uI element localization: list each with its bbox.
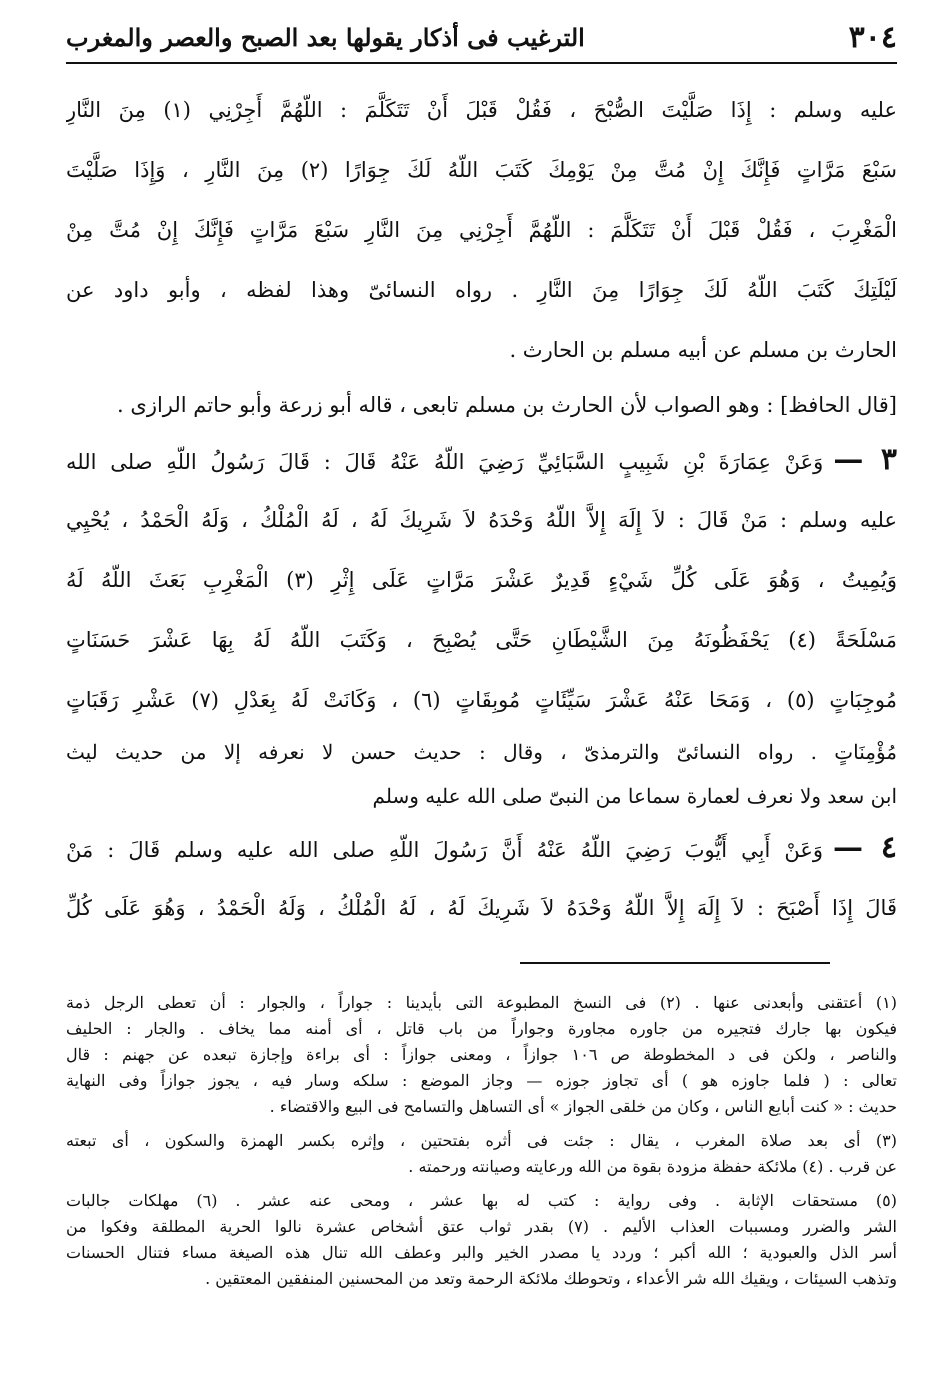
footnote-divider: [520, 962, 830, 964]
text-line: مَسْلَحَةً (٤) يَحْفَظُونَهُ مِنَ الشَّيْطَانِ حَتَّى يُصْبِحَ ، وَكَتَبَ اللّهُ لَهُ بِهَا عَشْرَ حَسَنَاتٍ: [66, 628, 897, 652]
paragraph-hadith-3: [66, 430, 897, 818]
text-line: مُؤْمِنَاتٍ . رواه النسائىّ والترمذىّ ، وقال : حديث حسن لا نعرفه إلا من حديث ليث: [66, 740, 897, 764]
footnote-line: (٣) أى بعد صلاة المغرب ، يقال : جئت فى أثره بفتحتين ، وإثره بكسر الهمزة والسكون ، أى تبعته: [66, 1131, 897, 1150]
hadith-number: ٣ —: [833, 442, 897, 477]
page-header: [66, 18, 897, 58]
footnotes: [66, 990, 897, 1350]
text-line: [قال الحافظ] : وهو الصواب لأن الحارث بن مسلم تابعى ، قاله أبو زرعة وأبو حاتم الرازى .: [117, 393, 897, 417]
footnote-line: (٥) مستحقات الإثابة . وفى رواية : كتب له بها عشر ، ومحى عنه عشر . (٦) مهلكات جالبات: [66, 1191, 897, 1210]
text-line-content: وَعَنْ عِمَارَةَ بْنِ شَبِيبٍ السَّبَائِيِّ رَضِيَ اللّهُ عَنْهُ قَالَ : قَالَ رَسُولُ اللّهِ صلى الله: [66, 450, 824, 474]
running-title: الترغيب فى أذكار يقولها بعد الصبح والعصر والمغرب: [66, 23, 585, 52]
text-line: الْمَغْرِبَ ، فَقُلْ قَبْلَ أَنْ تَتَكَلَّمَ : اللّهُمَّ أَجِرْنِي مِنَ النَّارِ سَبْعَ مَرَّاتٍ فَإِنَّكَ إِنْ مُتَّ مِنْ: [66, 218, 897, 242]
footnote-line: عن قرب . (٤) ملائكة حفظة مزودة بقوة من الله ورعايته وصيانته ورحمته .: [408, 1157, 897, 1176]
text-line: قَالَ إِذَا أَصْبَحَ : لاَ إِلَهَ إِلاَّ اللّهُ وَحْدَهُ لاَ شَرِيكَ لَهُ ، لَهُ الْمُلْكُ ، وَلَهُ الْحَمْدُ ، وَهُوَ عَلَى كُلِّ: [66, 896, 897, 920]
page-number: ٣٠٤: [848, 20, 897, 55]
paragraph-hadith-4: [66, 818, 897, 938]
text-line: عليه وسلم : إِذَا صَلَّيْتَ الصُّبْحَ ، فَقُلْ قَبْلَ أَنْ تَتَكَلَّمَ : اللّهُمَّ أَجِرْنِي (١) مِنَ النَّارِ: [66, 98, 897, 122]
text-line: [66, 430, 897, 490]
text-line: لَيْلَتِكَ كَتَبَ اللّهُ لَكَ جِوَارًا مِنَ النَّارِ . رواه النسائىّ وهذا لفظه ، وأبو داود عن: [66, 278, 897, 302]
hadith-number: ٤ —: [833, 830, 897, 865]
text-line: ابن سعد ولا نعرف لعمارة سماعا من النبىّ صلى الله عليه وسلم: [372, 784, 897, 808]
footnote-gap: [66, 1180, 897, 1188]
footnote-gap: [66, 1120, 897, 1128]
footnote-block: [66, 1128, 897, 1180]
paragraph-hadith-2-continuation: [66, 80, 897, 380]
text-line: مُوجِبَاتٍ (٥) ، وَمَحَا عَنْهُ عَشْرَ سَيِّئَاتٍ مُوبِقَاتٍ (٦) ، وَكَانَتْ لَهُ بِعَدْلِ (٧) عَشْرِ رَقَبَاتٍ: [66, 688, 897, 712]
footnote-line: الشر والضرر ومسببات العذاب الأليم . (٧) بقدر ثواب عتق أشخاص عشرة نالوا الحرية المطلقة وفكوا من: [66, 1217, 897, 1236]
text-line-content: وَعَنْ أَبِي أَيُّوبَ رَضِيَ اللّهُ عَنْهُ أَنَّ رَسُولَ اللّهِ صلى الله عليه وسلم قَالَ : مَنْ: [66, 838, 824, 862]
footnote-block: [66, 1188, 897, 1292]
text-line: الحارث بن مسلم عن أبيه مسلم بن الحارث .: [509, 338, 897, 362]
header-divider: [66, 62, 897, 64]
text-line: عليه وسلم : مَنْ قَالَ : لاَ إِلَهَ إِلاَّ اللّهُ وَحْدَهُ لاَ شَرِيكَ لَهُ ، لَهُ الْمُلْكُ ، وَلَهُ الْحَمْدُ ، يُحْيِي: [66, 508, 897, 532]
footnote-block: [66, 990, 897, 1120]
footnote-line: (١) أعتقنى وأبعدنى عنها . (٢) فى النسخ المطبوعة التى بأيدينا : جواراً ، والجوار : أن تعطى الرجل ذمة: [66, 993, 897, 1012]
footnote-line: تعالى : ( فلما جاوزه هو ) أى تجاوز جوزه — وجاز الموضع : سلكه وسار فيه ، يجوز جوازاً وفى النهاية: [66, 1071, 897, 1090]
footnote-line: حديث : « كنت أبايع الناس ، وكان من خلقى الجواز » أى التساهل والتسامح فى البيع والاقتضاء .: [269, 1097, 897, 1116]
text-line: وَيُمِيتُ ، وَهُوَ عَلَى كُلِّ شَيْءٍ قَدِيرٌ عَشْرَ مَرَّاتٍ عَلَى إِثْرِ (٣) الْمَغْرِبِ بَعَثَ اللّهُ لَهُ: [66, 568, 897, 592]
footnote-line: والناصر ، ولكن فى د المخطوطة ص ١٠٦ جوازاً ، ومعنى جوازاً : أى براءة وإجازة تبعده عن جهنم : قال: [66, 1045, 897, 1064]
footnote-line: فيكون بها جارك فتجيره من جاوره مجاورة وجواراً من باب قاتل ، أى أمنه مما يخاف . والجار : الحليف: [66, 1019, 897, 1038]
paragraph-hafiz-comment: [66, 380, 897, 430]
footnote-line: أسر الذل والعبودية ؛ الله أكبر ؛ وردد يا مصدر الخير والبر وعطف الله تنال هذه الصيغة مساء فتنال الحسنات: [66, 1243, 897, 1262]
footnote-line: وتذهب السيئات ، ويقيك الله شر الأعداء ، وتحوطك ملائكة الرحمة وتعد من المحسنين المنفقين المعتقين .: [205, 1269, 897, 1288]
main-text: [66, 80, 897, 940]
text-line: سَبْعَ مَرَّاتٍ فَإِنَّكَ إِنْ مُتَّ مِنْ يَوْمِكَ كَتَبَ اللّهُ لَكَ جِوَارًا (٢) مِنَ النَّارِ ، وَإِذَا صَلَّيْتَ: [66, 158, 897, 182]
text-line: [66, 818, 897, 878]
